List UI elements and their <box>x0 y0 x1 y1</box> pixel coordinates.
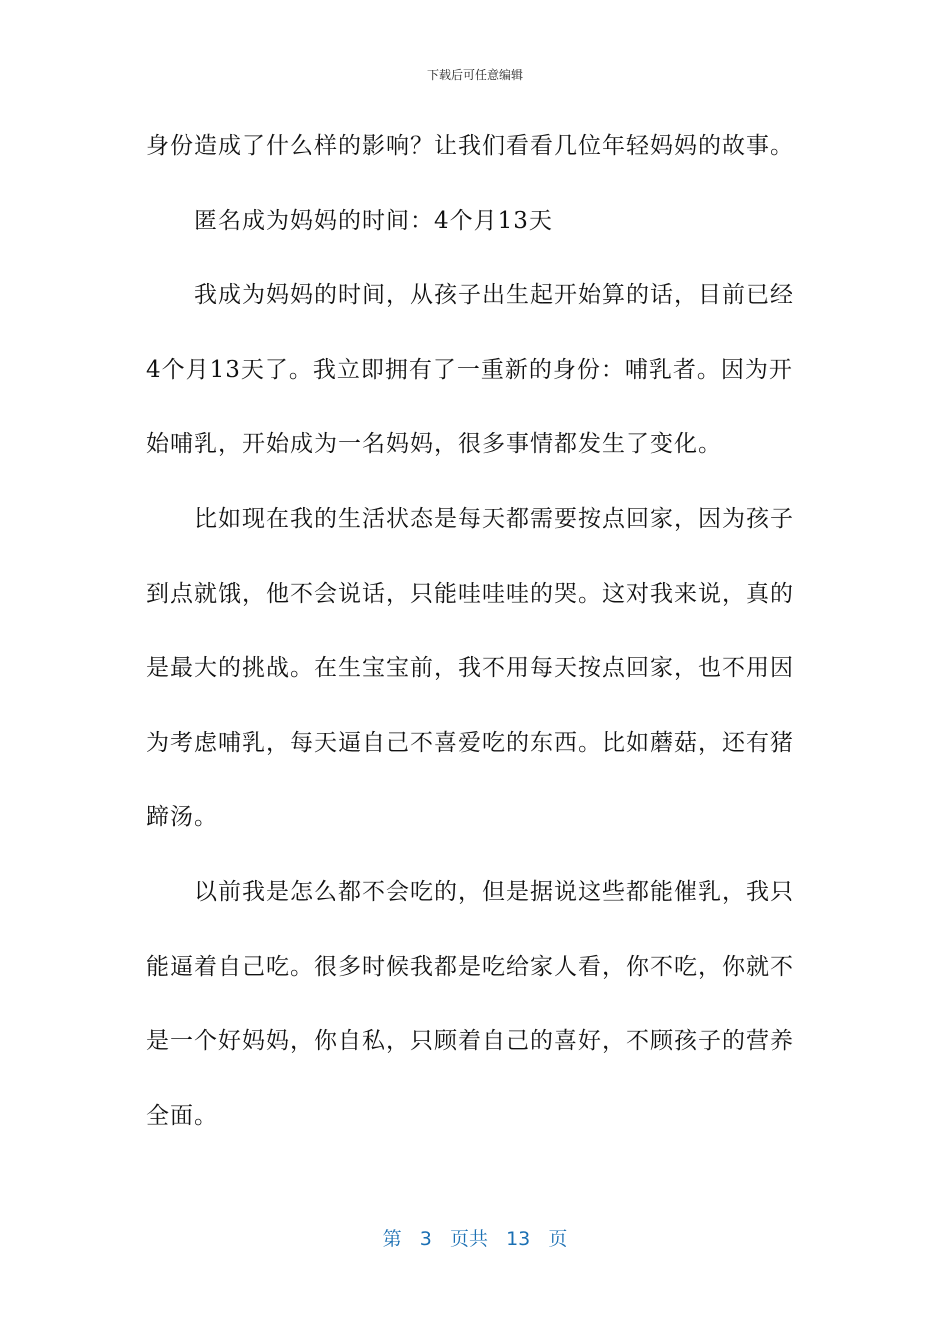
page-number-footer <box>0 1224 950 1251</box>
text-line: 身份造成了什么样的影响？让我们看看几位年轻妈妈的故事。 <box>146 133 794 159</box>
text-line: 是一个好妈妈，你自私，只顾着自己的喜好，不顾孩子的营养 <box>146 1028 794 1055</box>
header-note: 下载后可任意编辑 <box>426 68 523 82</box>
current-page-number: 3 <box>419 1228 432 1250</box>
text-line: 全面。 <box>146 1102 218 1129</box>
text-line: 能逼着自己吃。很多时候我都是吃给家人看，你不吃，你就不 <box>146 953 794 980</box>
total-pages-number: 13 <box>506 1228 531 1250</box>
text-line: 是最大的挑战。在生宝宝前，我不用每天按点回家，也不用因 <box>146 655 794 682</box>
text-line: 匿名成为妈妈的时间：4个月13天 <box>194 207 553 234</box>
document-body <box>146 126 796 1170</box>
footer-suffix: 页 <box>548 1228 568 1250</box>
text-line: 为考虑哺乳，每天逼自己不喜爱吃的东西。比如蘑菇，还有猪 <box>146 729 794 756</box>
text-line: 比如现在我的生活状态是每天都需要按点回家，因为孩子 <box>194 505 794 532</box>
text-line: 始哺乳，开始成为一名妈妈，很多事情都发生了变化。 <box>146 431 722 458</box>
text-line: 我成为妈妈的时间，从孩子出生起开始算的话，目前已经 <box>194 282 794 309</box>
text-line: 4个月13天了。我立即拥有了一重新的身份：哺乳者。因为开 <box>146 356 793 383</box>
text-line: 蹄汤。 <box>146 804 218 831</box>
footer-prefix: 第 <box>382 1228 402 1250</box>
text-line: 到点就饿，他不会说话，只能哇哇哇的哭。这对我来说，真的 <box>146 580 794 607</box>
footer-middle: 页共 <box>449 1228 488 1250</box>
text-line: 以前我是怎么都不会吃的，但是据说这些都能催乳，我只 <box>194 878 794 905</box>
